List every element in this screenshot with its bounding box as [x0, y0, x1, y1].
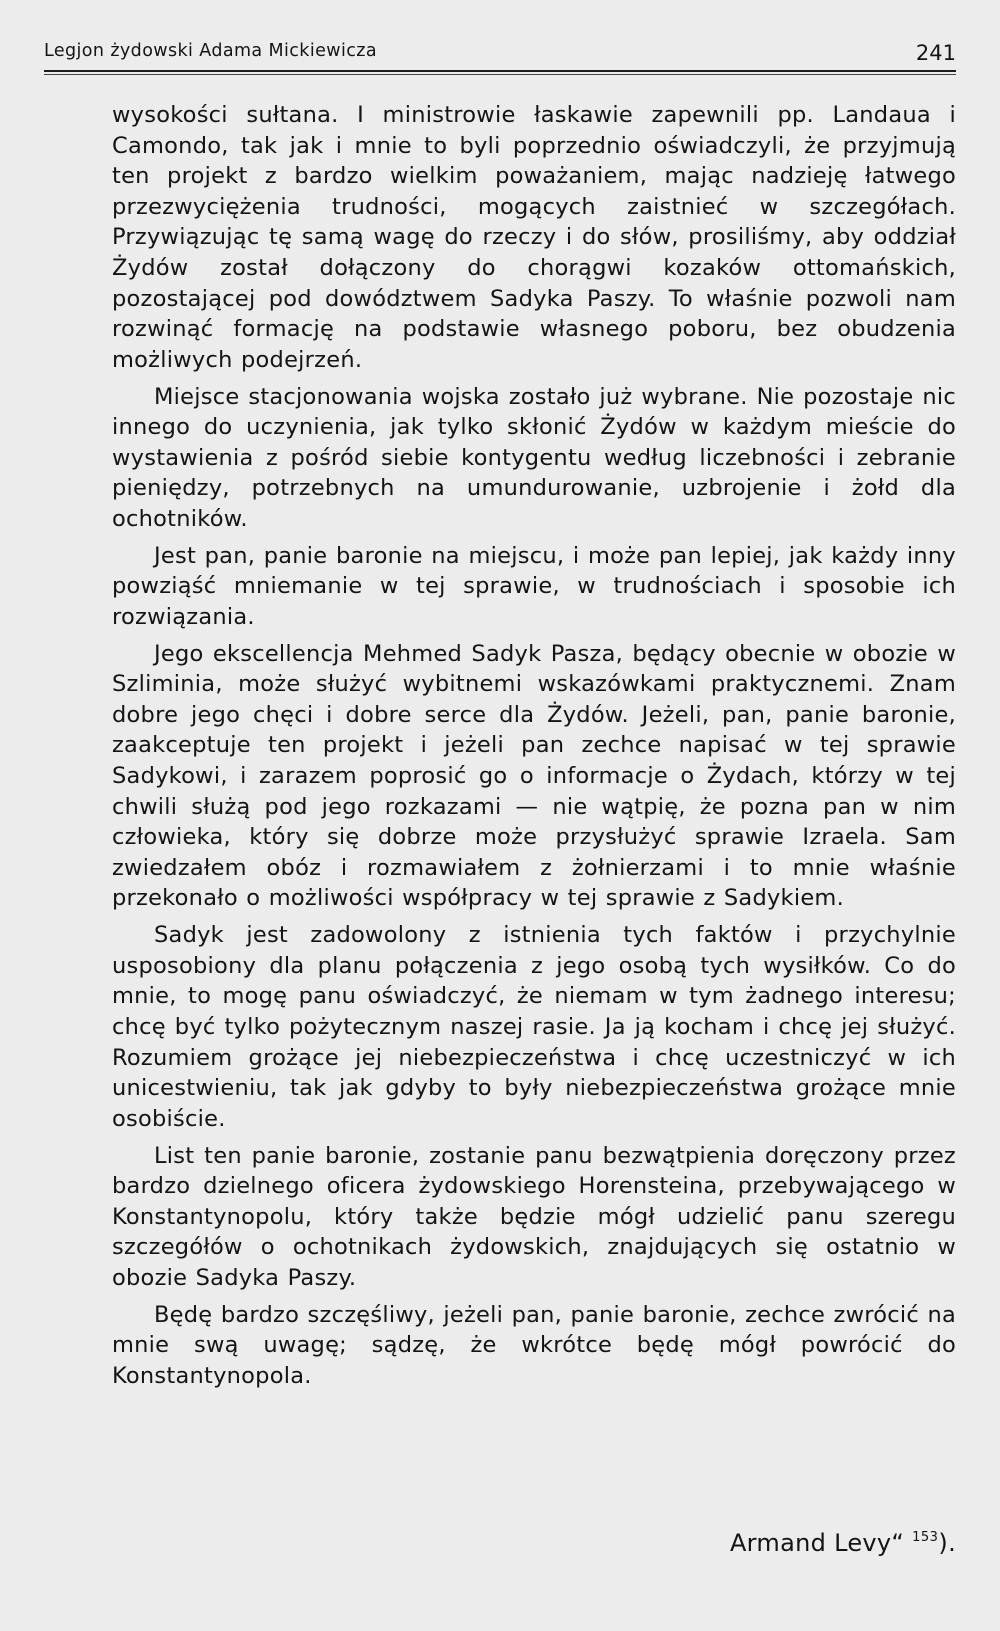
paragraph: Miejsce stacjonowania wojska zostało już wybrane. Nie pozostaje nic innego do uczynienia, jak tylko skłonić Żydów w każdym mieście do wystawienia z pośród siebie kontygentu według liczebności i zebranie pieniędzy, potrzebnych na umundurowanie, uzbrojenie i żołd dla ochotników. [112, 383, 956, 532]
paragraph: List ten panie baronie, zostanie panu bezwątpienia doręczony przez bardzo dzielnego oficera żydowskiego Horensteina, przebywającego w Konstantynopolu, który także będzie mógł udzielić panu szeregu szczegółów o ochotnikach żydowskich, znajdujących się ostatnio w obozie Sadyka Paszy. [112, 1142, 956, 1291]
paragraph: Będę bardzo szczęśliwy, jeżeli pan, panie baronie, zechce zwrócić na mnie swą uwagę; sądzę, że wkrótce będę mógł powrócić do Konstantynopola. [112, 1301, 956, 1389]
signature-name: Armand Levy“ [729, 1529, 905, 1557]
running-title: Legjon żydowski Adama Mickiewicza [44, 41, 377, 61]
body-text [112, 100, 956, 1398]
signature [730, 1522, 956, 1559]
page-number: 241 [915, 41, 956, 65]
paragraph: wysokości sułtana. I ministrowie łaskawie zapewnili pp. Landaua i Camondo, tak jak i mnie to byli poprzednio oświadczyli, że przyjmują ten projekt z bardzo wielkim poważaniem, mając nadzieję łatwego przezwyciężenia trudności, mogących zaistnieć w szczegółach. Przywiązując tę samą wagę do rzeczy i do słów, prosiliśmy, aby oddział Żydów został dołączony do chorągwi kozaków ottomańskich, pozostającej pod dowództwem Sadyka Paszy. To właśnie pozwoli nam rozwinąć formację na podstawie własnego poboru, bez obudzenia możliwych podejrzeń. [112, 102, 956, 373]
paragraph: Jego ekscellencja Mehmed Sadyk Pasza, będący obecnie w obozie w Szliminia, może służyć wybitnemi wskazówkami praktycznemi. Znam dobre jego chęci i dobre serce dla Żydów. Jeżeli, pan, panie baronie, zaakceptuje ten projekt i jeżeli pan zechce napisać w tej sprawie Sadykowi, i zarazem poprosić go o informacje o Żydach, którzy w tej chwili służą pod jego rozkazami — nie wątpię, że pozna pan w nim człowieka, który się dobrze może przysłużyć sprawie Izraela. Sam zwiedzałem obóz i rozmawiałem z żołnierzami i to mnie właśnie przekonało o możliwości współpracy w tej sprawie z Sadykiem. [112, 640, 956, 912]
header-rule [44, 70, 956, 72]
footnote-marker: 153 [912, 1530, 939, 1545]
header-rule-thin [44, 74, 956, 75]
paragraph: Sadyk jest zadowolony z istnienia tych faktów i przychylnie usposobiony dla planu połączenia z jego osobą tych wysiłków. Co do mnie, to mogę panu oświadczyć, że niemam w tym żadnego interesu; chcę być tylko pożytecznym naszej rasie. Ja ją kocham i chcę jej służyć. Rozumiem grożące jej niebezpieczeństwa i chcę uczestniczyć w ich unicestwieniu, tak jak gdyby to były niebezpieczeństwa grożące mnie osobiście. [112, 922, 956, 1132]
paragraph: Jest pan, panie baronie na miejscu, i może pan lepiej, jak każdy inny powziąść mniemanie w tej sprawie, w trudnościach i sposobie ich rozwiązania. [112, 542, 956, 630]
running-head [44, 38, 956, 64]
signature-closing: ). [938, 1529, 956, 1557]
